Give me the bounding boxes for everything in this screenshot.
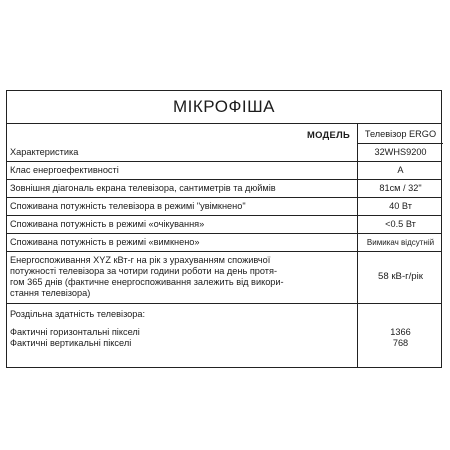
characteristic-label: Характеристика [10,147,79,157]
divider [7,233,441,234]
page-title: МІКРОФІША [172,97,276,116]
model-value: Телевізор ERGO [364,129,437,139]
horizontal-pixels-value: 1366 [390,327,411,337]
divider [7,303,441,304]
model-label: МОДЕЛЬ [306,129,350,140]
energy-value: 58 кВ-г/рік [378,271,423,282]
model-row [7,129,441,143]
row-label: Зовнішня діагональ екрана телевізора, сантиметрів та дюймів [10,183,276,193]
divider [7,179,441,180]
divider [7,251,441,252]
row-label: Споживана потужність в режимі «очікування» [10,219,205,229]
divider [7,161,441,162]
row-value: Вимикач відсутній [366,238,435,247]
characteristic-value: 32WHS9200 [374,147,427,157]
row-value: 40 Вт [389,201,412,211]
resolution-values [360,327,441,349]
vertical-pixels-value: 768 [392,338,409,348]
resolution-labels [10,327,140,349]
divider [7,215,441,216]
horizontal-pixels-label: Фактичні горизонтальні пікселі [10,327,140,337]
divider [357,143,443,144]
energy-line: гом 365 днів (фактичне енергоспоживання залежить від викори- [10,277,284,287]
row-value: 81см / 32" [379,183,422,193]
vertical-pixels-label: Фактичні вертикальні пікселі [10,338,132,348]
microfiche-sheet [6,90,442,368]
divider [7,197,441,198]
title-divider [7,123,441,124]
row-label: Споживана потужність телевізора в режимі "увімкнено" [10,201,246,211]
row-value: <0.5 Вт [385,219,416,229]
resolution-heading: Роздільна здатність телевізора: [10,309,146,319]
energy-description [10,255,284,299]
energy-line: потужності телевізора за чотири години роботи на день протя- [10,266,278,276]
energy-line: Енергоспоживання XYZ кВт-г на рік з урахуванням споживчої [10,255,271,265]
row-label: Клас енергоефективності [10,165,119,175]
column-divider [357,123,358,367]
energy-line: стання телевізора) [10,288,91,298]
row-label: Споживана потужність в режимі «вимкнено» [10,237,200,247]
row-value: А [397,165,404,175]
